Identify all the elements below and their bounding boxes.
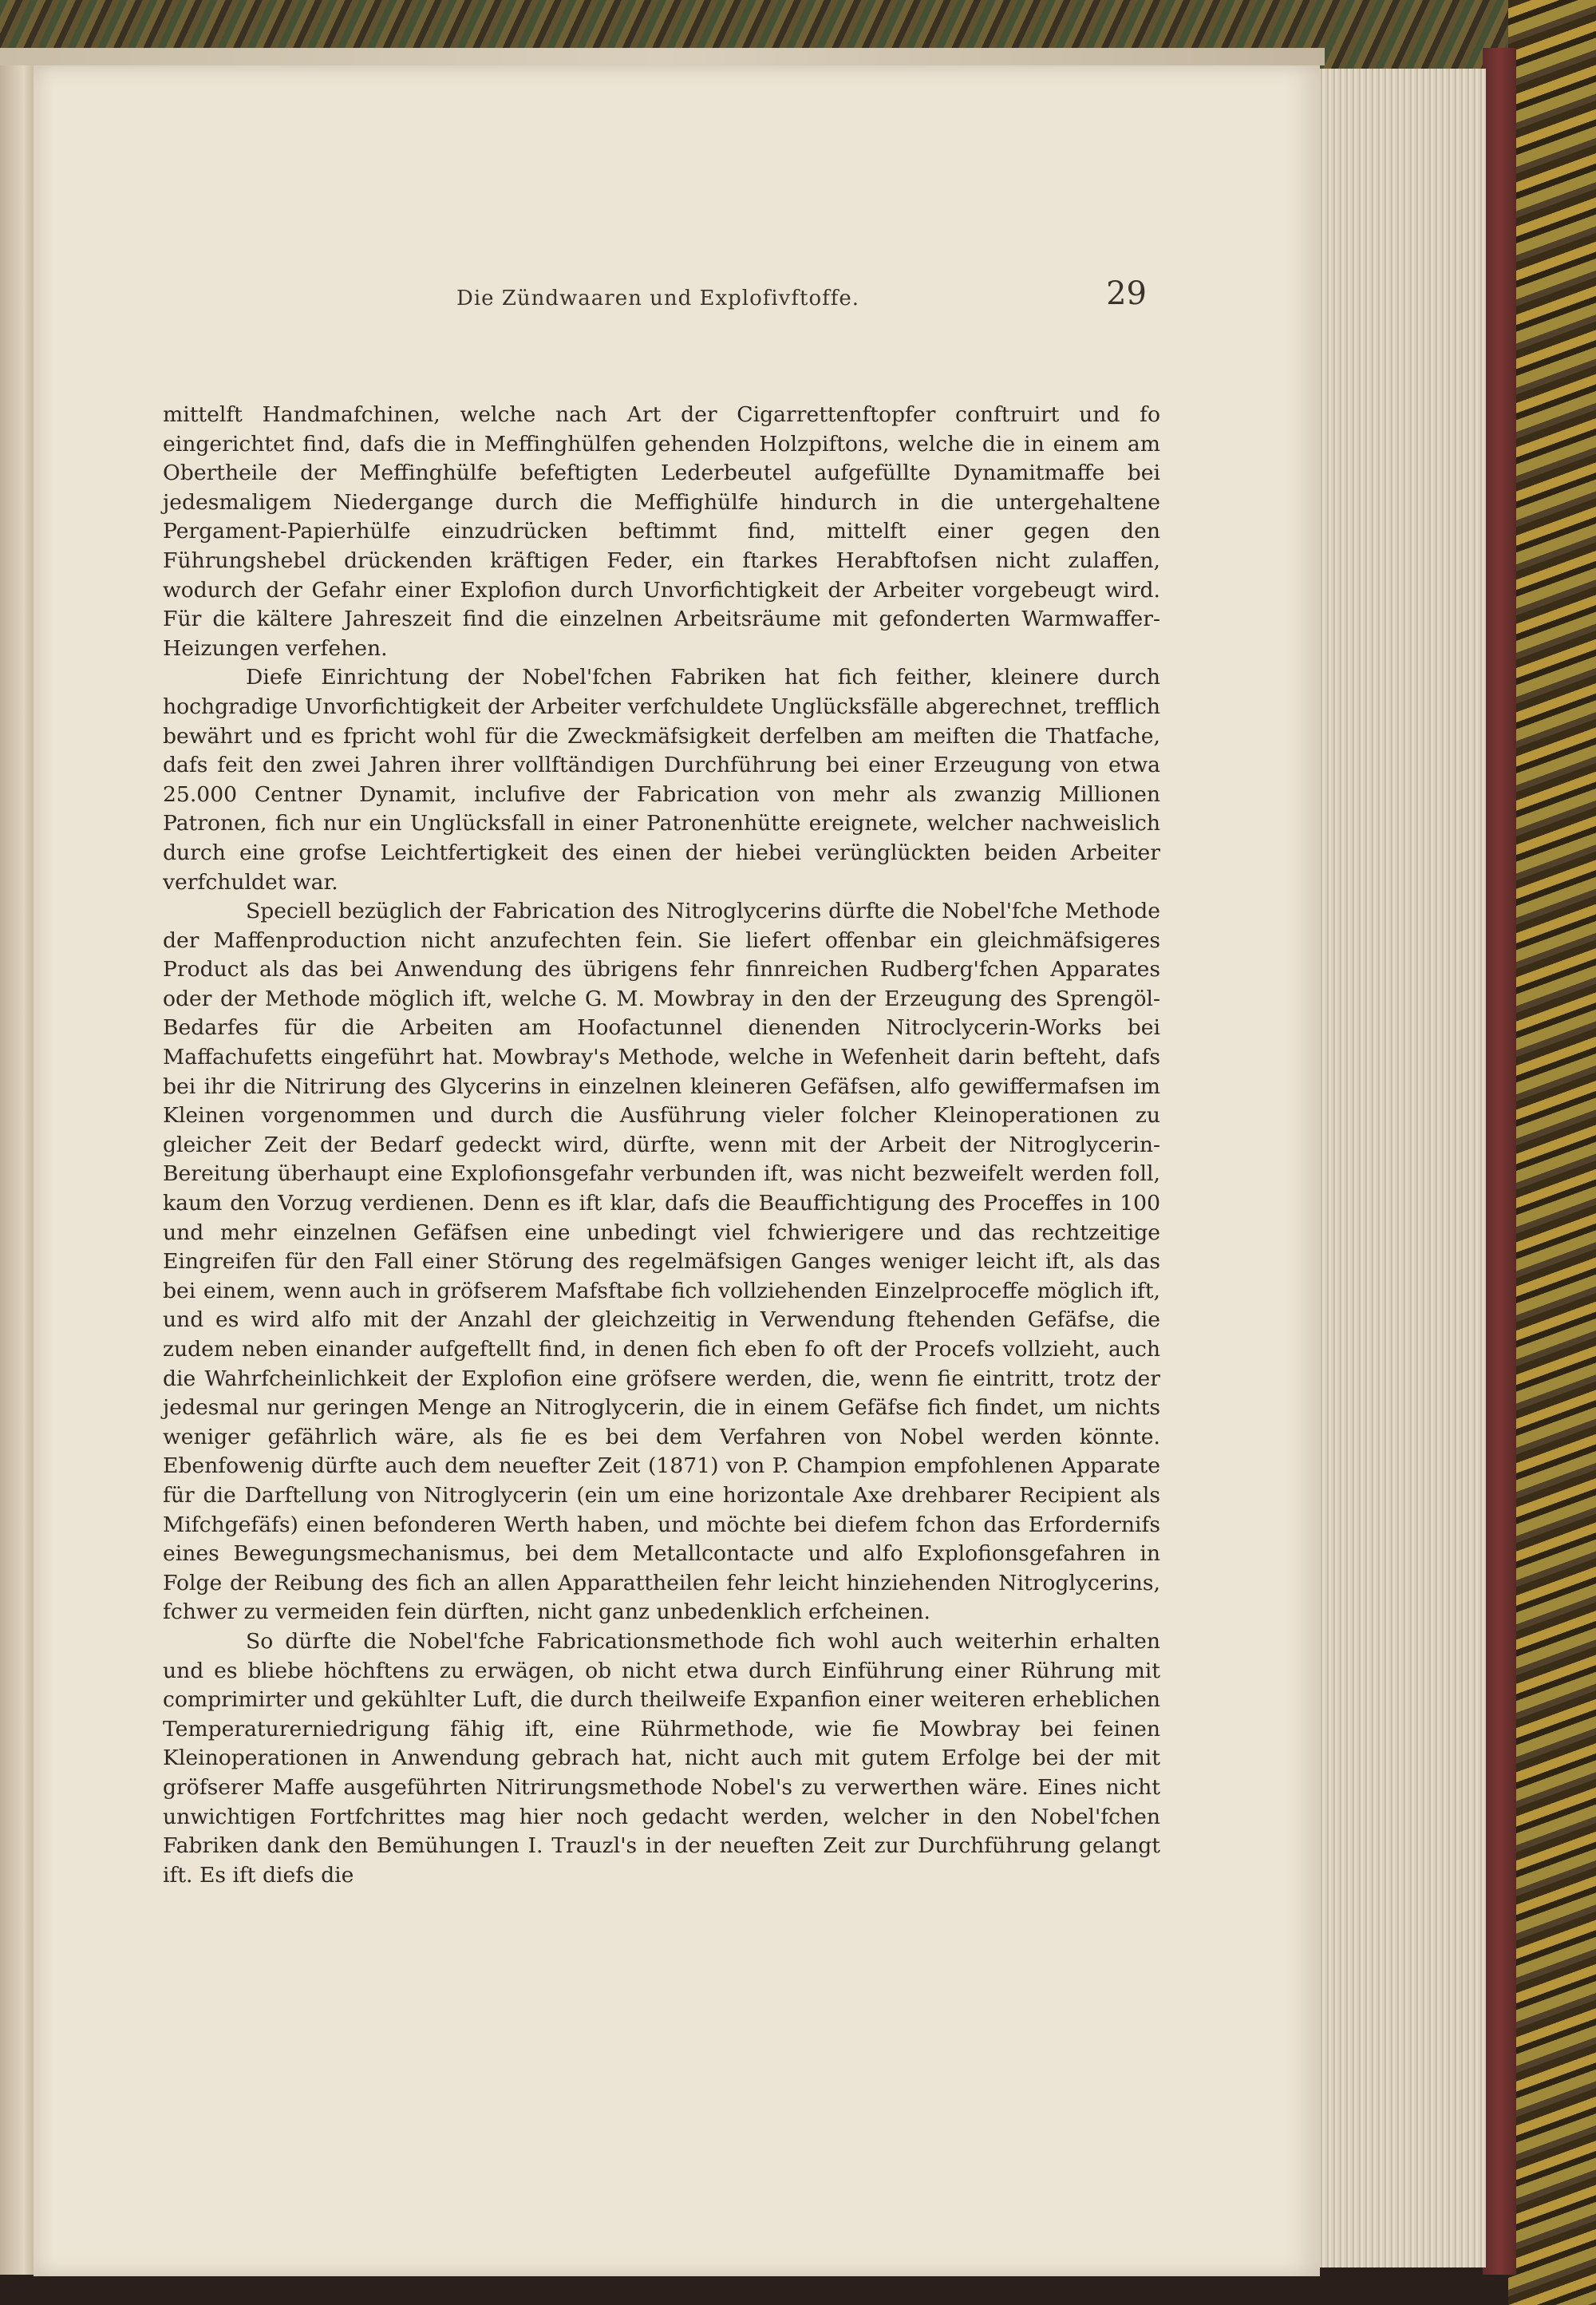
- page-block-edges: [1318, 69, 1486, 2267]
- running-header: [433, 275, 1187, 323]
- cover-spine-edge: [1483, 48, 1516, 2275]
- page-number: 29: [1106, 275, 1147, 312]
- left-page-edge: [0, 48, 34, 2275]
- header-title: Die Zündwaaren und Explofivftoffe.: [456, 287, 859, 310]
- paragraph: Diefe Einrichtung der Nobel'fchen Fabriken hat fich feither, kleinere durch hochgradige Unvorfichtigkeit der Arbeiter verfchuldete Unglücksfälle abgerechnet, trefflich bewährt und es fpricht wohl für die Zweckmäfsigkeit derfelben am meiften die Thatfache, dafs feit den zwei Jahren ihrer vollftändigen Durchführung bei einer Erzeugung von etwa 25.000 Centner Dynamit, inclufive der Fabrication von mehr als zwanzig Millionen Patronen, fich nur ein Unglücksfall in einer Patronenhütte ereignete, welcher nachweislich durch eine grofse Leichtfertigkeit des einen der hiebei verünglückten beiden Arbeiter verfchuldet war.: [163, 665, 1160, 895]
- body-text: [163, 401, 1160, 1890]
- marbled-cover: [1508, 0, 1596, 2305]
- paragraph: mittelft Handmafchinen, welche nach Art der Cigarrettenftopfer conftruirt und fo eingerichtet find, dafs die in Meffinghülfen gehenden Holzpiftons, welche die in einem am Obertheile der Meffinghülfe befeftigten Lederbeutel aufgefüllte Dynamitmaffe bei jedesmaligem Niedergange durch die Meffighülfe hindurch in die untergehaltene Pergament-Papierhülfe einzudrücken beftimmt find, mittelft einer gegen den Führungshebel drückenden kräftigen Feder, ein ftarkes Herabftofsen nicht zulaffen, wodurch der Gefahr einer Explofion durch Unvorfichtigkeit der Arbeiter vorgebeugt wird. Für die kältere Jahreszeit find die einzelnen Arbeitsräume mit gefonderten Warmwaffer-Heizungen verfehen.: [163, 402, 1160, 661]
- paragraph: Speciell bezüglich der Fabrication des Nitroglycerins dürfte die Nobel'fche Methode der Maffenproduction nicht anzufechten fein. Sie liefert offenbar ein gleichmäfsigeres Product als das bei Anwendung des übrigens fehr finnreichen Rudberg'fchen Apparates oder der Methode möglich ift, welche G. M. Mowbray in den der Erzeugung des Sprengöl-Bedarfes für die Arbeiten am Hoofactunnel dienenden Nitroclycerin-Works bei Maffachufetts eingeführt hat. Mowbray's Methode, welche in Wefenheit darin befteht, dafs bei ihr die Nitrirung des Glycerins in einzelnen kleineren Gefäfsen, alfo gewiffermafsen im Kleinen vorgenommen und durch die Ausführung vieler folcher Kleinoperationen zu gleicher Zeit der Bedarf gedeckt wird, dürfte, wenn mit der Arbeit der Nitroglycerin-Bereitung überhaupt eine Explofionsgefahr verbunden ift, was nicht bezweifelt werden foll, kaum den Vorzug verdienen. Denn es ift klar, dafs die Beauffichtigung des Proceffes in 100 und mehr einzelnen Gefäfsen eine unbedingt viel fchwierigere und das rechtzeitige Eingreifen für den Fall einer Störung des regelmäfsigen Ganges weniger leicht ift, als das bei einem, wenn auch in gröfserem Mafsftabe fich vollziehenden Einzelproceffe möglich ift, und es wird alfo mit der Anzahl der gleichzeitig in Verwendung ftehenden Gefäfse, die zudem neben einander aufgeftellt find, in denen fich eben fo oft der Procefs vollzieht, auch die Wahrfcheinlichkeit der Explofion eine gröfsere werden, die, wenn fie eintritt, trotz der jedesmal nur geringen Menge an Nitroglycerin, die in einem Gefäfse fich findet, um nichts weniger gefährlich wäre, als fie es bei dem Verfahren von Nobel werden könnte. Ebenfowenig dürfte auch dem neuefter Zeit (1871) von P. Champion empfohlenen Apparate für die Darftellung von Nitroglycerin (ein um eine horizontale Axe drehbarer Recipient als Mifchgefäfs) einen befonderen Werth haben, und möchte bei diefem fchon das Erfordernifs eines Bewegungsmechanismus, bei dem Metallcontacte und alfo Explofionsgefahren in Folge der Reibung des fich an allen Apparattheilen fehr leicht hinziehenden Nitroglycerins, fchwer zu vermeiden fein dürften, nicht ganz unbedenklich erfcheinen.: [163, 899, 1160, 1625]
- paragraph: So dürfte die Nobel'fche Fabricationsmethode fich wohl auch weiterhin erhalten und es bliebe höchftens zu erwägen, ob nicht etwa durch Einführung einer Rührung mit comprimirter und gekühlter Luft, die durch theilweife Expanfion einer weiteren erheblichen Temperaturerniedrigung fähig ift, eine Rührmethode, wie fie Mowbray bei feinen Kleinoperationen in Anwendung gebrach hat, nicht auch mit gutem Erfolge bei der mit gröfserer Maffe ausgeführten Nitrirungsmethode Nobel's zu verwerthen wäre. Eines nicht unwichtigen Fortfchrittes mag hier noch gedacht werden, welcher in den Nobel'fchen Fabriken dank den Bemühungen I. Trauzl's in der neueften Zeit zur Durchführung gelangt ift. Es ift diefs die: [163, 1628, 1160, 1888]
- book-page: [34, 65, 1320, 2276]
- page-top-band: [0, 48, 1325, 65]
